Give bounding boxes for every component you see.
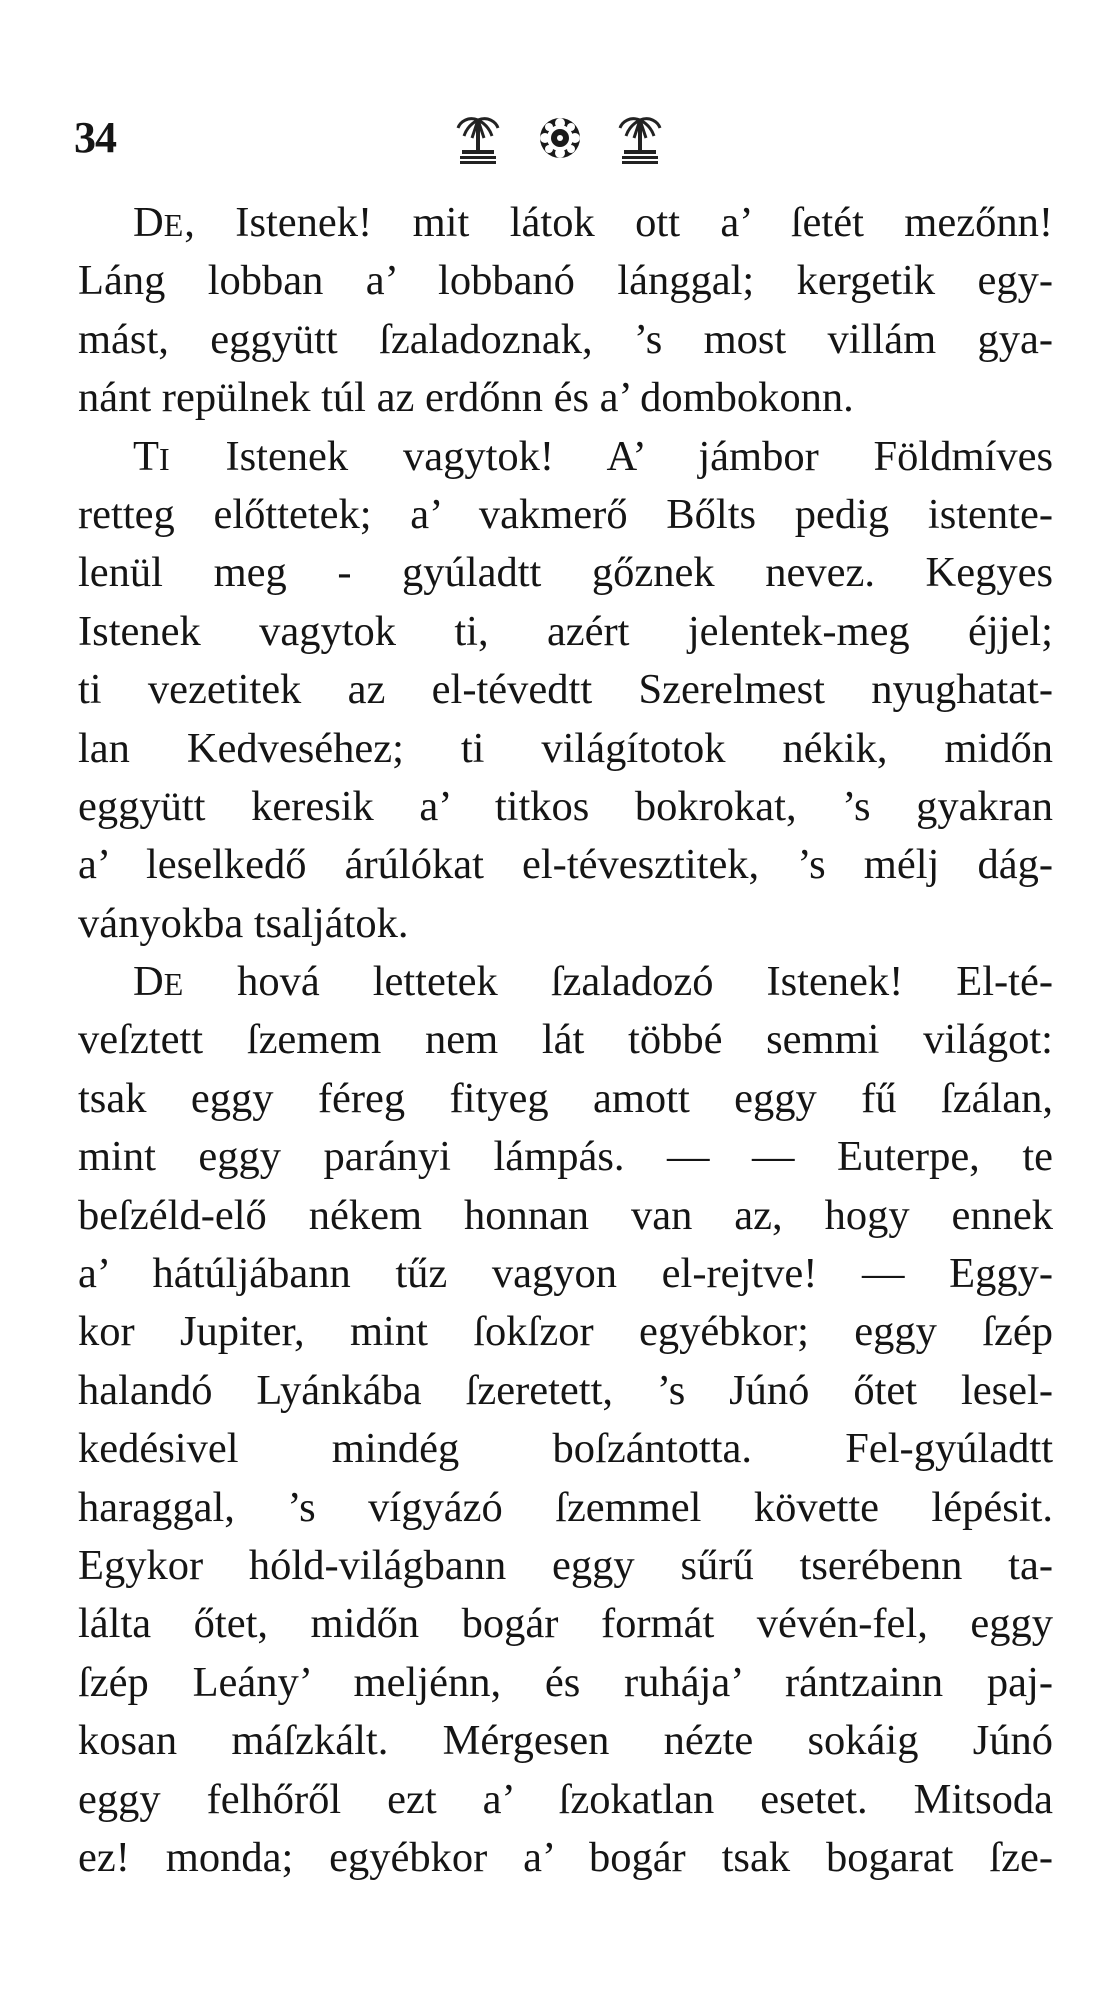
text-line <box>78 1829 1053 1887</box>
line-text: beſzéld-elő nékem honnan van az, hogy ennek <box>78 1191 1053 1239</box>
text-line <box>78 778 1053 836</box>
text-line <box>78 661 1053 719</box>
text-line <box>78 1128 1053 1186</box>
text-line <box>78 953 1053 1011</box>
text-line <box>78 1654 1053 1712</box>
text-line <box>78 1479 1053 1537</box>
text-line <box>78 603 1053 661</box>
page-number: 34 <box>74 113 116 162</box>
text-line <box>78 720 1053 778</box>
text-line <box>78 1595 1053 1653</box>
line-text: Láng lobban a’ lobbanó lánggal; kergetik egy- <box>78 257 1053 305</box>
line-text: a’ hátúljábann tűz vagyon el-rejtve! — Eggy- <box>78 1250 1053 1298</box>
text-line <box>78 895 1053 953</box>
line-text: nánt repülnek túl az erdőnn és a’ dombokonn. <box>78 374 854 422</box>
line-text: ti vezetitek az el-tévedtt Szerelmest nyughatat- <box>78 666 1053 714</box>
line-text: lálta őtet, midőn bogár formát vévén-fel, eggy <box>78 1600 1053 1648</box>
line-text: Istenek vagytok ti, azért jelentek-meg éjjel; <box>78 607 1053 655</box>
line-text: lan Kedveséhez; ti világítotok nékik, midőn <box>78 724 1053 772</box>
line-text: mást, eggyütt ſzaladoznak, ’s most villám gya- <box>78 315 1053 363</box>
line-text: , Istenek! mit látok ott a’ ſetét mezőnn! <box>184 199 1053 246</box>
text-line <box>78 1362 1053 1420</box>
line-text: kosan máſzkált. Mérgesen nézte sokáig Júnó <box>78 1717 1053 1765</box>
line-text: hová lettetek ſzaladozó Istenek! El-té- <box>184 958 1053 1006</box>
line-text: halandó Lyánkába ſzeretett, ’s Júnó őtet lesel- <box>78 1366 1053 1414</box>
line-text: ez! monda; egyébkor a’ bogár tsak bogarat ſze- <box>78 1833 1053 1881</box>
line-text: mint eggy parányi lámpás. — — Euterpe, te <box>78 1133 1053 1181</box>
line-text: lenül meg - gyúladtt gőznek nevez. Kegyes <box>78 549 1053 597</box>
text-line <box>78 1245 1053 1303</box>
text-line <box>78 1011 1053 1069</box>
text-line <box>78 428 1053 486</box>
line-text: kor Jupiter, mint ſokſzor egyébkor; eggy ſzép <box>78 1308 1053 1356</box>
text-line <box>78 1712 1053 1770</box>
line-text: Istenek vagytok! A’ jámbor Földmíves <box>170 432 1053 480</box>
line-text: eggy felhőről ezt a’ ſzokatlan esetet. Mitsoda <box>78 1775 1053 1823</box>
text-line <box>78 1187 1053 1245</box>
paragraph-initial-small-caps: I <box>158 440 171 477</box>
text-line <box>78 194 1053 252</box>
palm-tree-icon <box>620 119 660 164</box>
line-text: tsak eggy féreg fityeg amott eggy fű ſzálan, <box>78 1074 1053 1122</box>
line-text: retteg előttetek; a’ vakmerő Bőlts pedig istente- <box>78 490 1053 538</box>
line-text: veſztett ſzemem nem lát többé semmi világot: <box>78 1016 1053 1064</box>
line-text: haraggal, ’s vígyázó ſzemmel követte lépésit. <box>78 1483 1053 1531</box>
text-line <box>78 836 1053 894</box>
text-line <box>78 1303 1053 1361</box>
palm-tree-icon <box>458 119 498 164</box>
header-ornaments <box>430 110 690 170</box>
paragraph-initial: D <box>133 199 164 246</box>
text-line <box>78 1070 1053 1128</box>
paragraph-initial-small-caps: E <box>163 207 185 243</box>
line-text: Egykor hóld-világbann eggy sűrű tserébenn ta- <box>78 1541 1053 1589</box>
line-text: ványokba tsaljátok. <box>78 899 409 947</box>
line-text: eggyütt keresik a’ titkos bokrokat, ’s gyakran <box>78 782 1053 830</box>
text-line <box>78 1537 1053 1595</box>
text-line <box>78 1771 1053 1829</box>
text-line <box>78 544 1053 602</box>
text-line <box>78 369 1053 427</box>
text-line <box>78 486 1053 544</box>
paragraph-initial-small-caps: E <box>163 966 185 1003</box>
text-line <box>78 1420 1053 1478</box>
flower-rosette-icon <box>540 118 580 158</box>
text-line <box>78 252 1053 310</box>
text-line <box>78 311 1053 369</box>
line-text: kedésivel mindég boſzántotta. Fel-gyúladtt <box>78 1425 1053 1473</box>
line-text: ſzép Leány’ meljénn, és ruhája’ rántzainn paj- <box>78 1658 1053 1706</box>
line-text: a’ leselkedő árúlókat el-tévesztitek, ’s mélj dág- <box>78 841 1053 889</box>
paragraph-initial: T <box>133 432 159 480</box>
body-text <box>78 194 1053 1887</box>
paragraph-initial: D <box>133 958 164 1006</box>
